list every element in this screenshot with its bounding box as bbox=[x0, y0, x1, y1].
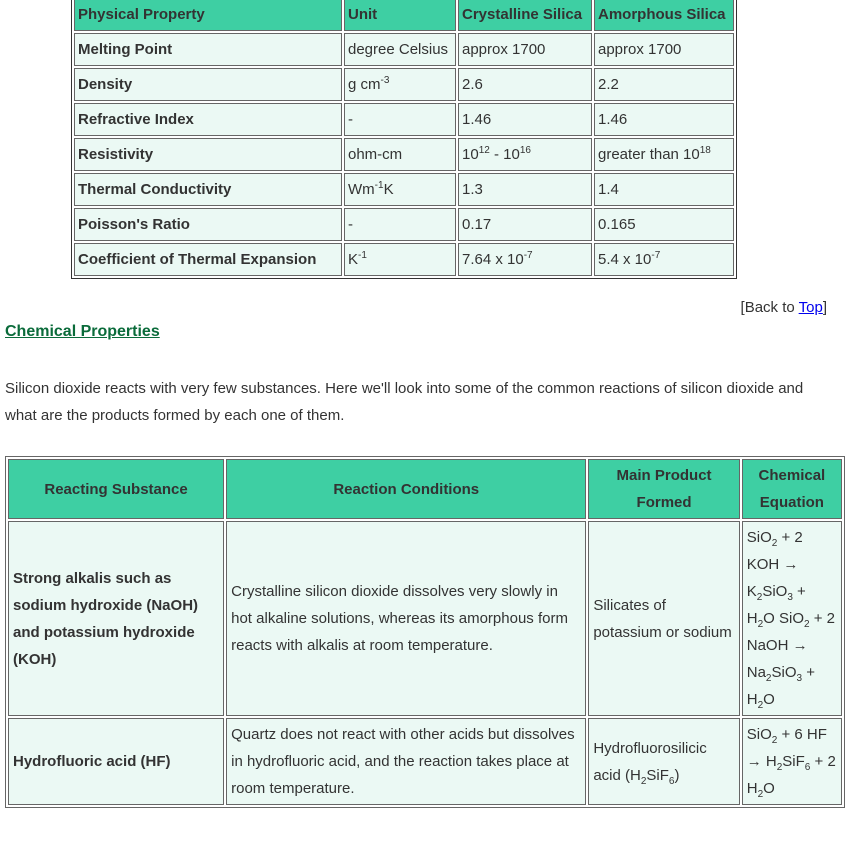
column-header: Crystalline Silica bbox=[458, 0, 592, 31]
column-header: Physical Property bbox=[74, 0, 342, 31]
superscript: -1 bbox=[358, 250, 367, 261]
table-cell bbox=[594, 208, 734, 241]
table-cell bbox=[344, 33, 456, 66]
cell-text: approx 1700 bbox=[462, 41, 546, 58]
table-cell bbox=[594, 173, 734, 206]
column-header: Reaction Conditions bbox=[226, 459, 586, 519]
cell-text: K bbox=[348, 251, 359, 268]
column-header: Chemical Equation bbox=[742, 459, 842, 519]
cell-text: Hydrofluoric acid (HF) bbox=[13, 753, 171, 770]
back-to-top-prefix: [Back to bbox=[740, 299, 799, 316]
cell-text: greater than 10 bbox=[598, 146, 700, 163]
cell-text: degree Celsius bbox=[348, 41, 449, 58]
cell-text: Crystalline silicon dioxide dissolves very slowly in hot alkaline solutions, whereas its amorphous form reacts with alkalis at room temperature. bbox=[231, 583, 568, 654]
table-row bbox=[74, 173, 734, 206]
table-cell bbox=[226, 521, 586, 716]
subscript: 2 bbox=[757, 789, 764, 800]
cell-text: 0.17 bbox=[462, 216, 492, 233]
cell-text: Hydrofluorosilicic acid (H bbox=[593, 739, 707, 784]
table-cell bbox=[74, 33, 342, 66]
subscript: 2 bbox=[640, 775, 647, 787]
cell-text: Silicates of potassium or sodium bbox=[593, 596, 732, 641]
cell-text: + 6 HF → H bbox=[746, 726, 827, 770]
cell-text: + 2 KOH → K bbox=[746, 529, 803, 600]
cell-text: g cm bbox=[348, 76, 381, 93]
subscript: 3 bbox=[787, 592, 793, 603]
superscript: -3 bbox=[380, 75, 390, 86]
cell-text: O bbox=[763, 780, 775, 797]
cell-text: ohm-cm bbox=[348, 146, 403, 163]
cell-text: 5.4 x 10 bbox=[598, 251, 652, 268]
cell-text: O bbox=[763, 691, 775, 708]
subscript: 2 bbox=[803, 619, 810, 630]
table-cell bbox=[344, 103, 456, 136]
cell-text: K bbox=[383, 181, 394, 198]
cell-text: SiF bbox=[646, 766, 669, 784]
cell-text: SiO bbox=[746, 726, 772, 743]
superscript: 12 bbox=[478, 145, 490, 156]
cell-text: + 2 H bbox=[746, 753, 836, 797]
table-cell bbox=[8, 521, 224, 716]
cell-text: - bbox=[348, 111, 353, 128]
cell-text: 1.46 bbox=[598, 111, 628, 128]
column-header: Main Product Formed bbox=[588, 459, 739, 519]
cell-text: 2.2 bbox=[598, 76, 619, 93]
table-cell bbox=[594, 68, 734, 101]
back-to-top-suffix: ] bbox=[822, 299, 827, 316]
table-cell bbox=[594, 138, 734, 171]
reactions-table bbox=[5, 456, 845, 808]
table-cell bbox=[344, 138, 456, 171]
table-row bbox=[74, 33, 734, 66]
table-cell bbox=[588, 718, 739, 805]
table-header-row bbox=[74, 0, 734, 31]
cell-text: 1.3 bbox=[462, 181, 483, 198]
intro-paragraph: Silicon dioxide reacts with very few substances. Here we'll look into some of the common reactions of silicon dioxide and what are the products formed by each one of them. bbox=[5, 380, 804, 424]
table-cell bbox=[226, 718, 586, 805]
cell-text: O SiO bbox=[763, 610, 804, 627]
table-cell bbox=[742, 718, 842, 805]
table-cell bbox=[458, 68, 592, 101]
table-cell bbox=[344, 173, 456, 206]
superscript: -7 bbox=[523, 250, 533, 261]
cell-text: Thermal Conductivity bbox=[78, 181, 232, 198]
table-cell bbox=[742, 521, 842, 716]
table-cell bbox=[594, 103, 734, 136]
table-cell bbox=[74, 138, 342, 171]
cell-text: 10 bbox=[462, 146, 479, 163]
table-cell bbox=[344, 208, 456, 241]
cell-text: approx 1700 bbox=[598, 41, 682, 58]
table-cell bbox=[74, 243, 342, 276]
cell-text: Refractive Index bbox=[78, 111, 194, 128]
back-to-top-link[interactable]: Top bbox=[798, 299, 823, 316]
table-cell bbox=[458, 138, 592, 171]
cell-text: Quartz does not react with other acids but dissolves in hydrofluoric acid, and the reaction takes place at room temperature. bbox=[231, 726, 575, 797]
table-cell bbox=[458, 173, 592, 206]
superscript: -7 bbox=[651, 250, 661, 261]
cell-text: + H bbox=[746, 583, 806, 627]
table-cell bbox=[74, 68, 342, 101]
cell-text: SiF bbox=[782, 753, 805, 770]
cell-text: SiO bbox=[762, 583, 788, 600]
physical-properties-table bbox=[71, 0, 737, 279]
subscript: 2 bbox=[771, 735, 778, 746]
superscript: 16 bbox=[519, 145, 531, 156]
table-row bbox=[74, 243, 734, 276]
cell-text: 2.6 bbox=[462, 76, 483, 93]
superscript: 18 bbox=[699, 145, 711, 156]
table-cell bbox=[458, 243, 592, 276]
table-cell bbox=[8, 718, 224, 805]
cell-text: Poisson's Ratio bbox=[78, 216, 190, 233]
subscript: 2 bbox=[771, 538, 778, 549]
subscript: 2 bbox=[776, 762, 783, 773]
cell-text: SiO bbox=[746, 529, 772, 546]
cell-text: ) bbox=[674, 766, 680, 784]
column-header: Unit bbox=[344, 0, 456, 31]
table-cell bbox=[458, 33, 592, 66]
table-row bbox=[8, 521, 842, 716]
cell-text: Resistivity bbox=[78, 146, 154, 163]
cell-text: 1.4 bbox=[598, 181, 619, 198]
cell-text: Strong alkalis such as sodium hydroxide (NaOH) and potassium hydroxide (KOH) bbox=[13, 569, 199, 668]
subscript: 2 bbox=[757, 619, 764, 630]
table-header-row bbox=[8, 459, 842, 519]
table-row bbox=[74, 208, 734, 241]
cell-text: 0.165 bbox=[598, 216, 636, 233]
table-row bbox=[8, 718, 842, 805]
cell-text: + 2 NaOH → Na bbox=[746, 610, 835, 681]
table-cell bbox=[74, 208, 342, 241]
table-row bbox=[74, 103, 734, 136]
cell-text: Density bbox=[78, 76, 133, 93]
table-cell bbox=[594, 243, 734, 276]
table-cell bbox=[344, 243, 456, 276]
table-cell bbox=[594, 33, 734, 66]
table-row bbox=[74, 68, 734, 101]
column-header: Reacting Substance bbox=[8, 459, 224, 519]
cell-text: Melting Point bbox=[78, 41, 173, 58]
cell-text: 7.64 x 10 bbox=[462, 251, 524, 268]
table-cell bbox=[74, 103, 342, 136]
cell-text: SiO bbox=[771, 664, 797, 681]
cell-text: - bbox=[348, 216, 353, 233]
table-cell bbox=[74, 173, 342, 206]
subscript: 2 bbox=[757, 700, 764, 711]
subscript: 6 bbox=[668, 775, 675, 787]
cell-text: + H bbox=[746, 664, 815, 708]
back-to-top bbox=[741, 297, 827, 319]
subscript: 3 bbox=[796, 673, 803, 684]
table-cell bbox=[588, 521, 739, 716]
cell-text: - 10 bbox=[489, 146, 520, 163]
subscript: 6 bbox=[804, 762, 811, 773]
section-heading-chemical-properties[interactable]: Chemical Properties bbox=[5, 323, 160, 340]
table-cell bbox=[458, 208, 592, 241]
table-row bbox=[74, 138, 734, 171]
cell-text: 1.46 bbox=[462, 111, 492, 128]
subscript: 2 bbox=[756, 592, 763, 603]
column-header: Amorphous Silica bbox=[594, 0, 734, 31]
subscript: 2 bbox=[765, 673, 772, 684]
cell-text: Coefficient of Thermal Expansion bbox=[78, 251, 317, 268]
table-cell bbox=[344, 68, 456, 101]
cell-text: Wm bbox=[348, 181, 375, 198]
superscript: -1 bbox=[374, 180, 384, 191]
table-cell bbox=[458, 103, 592, 136]
